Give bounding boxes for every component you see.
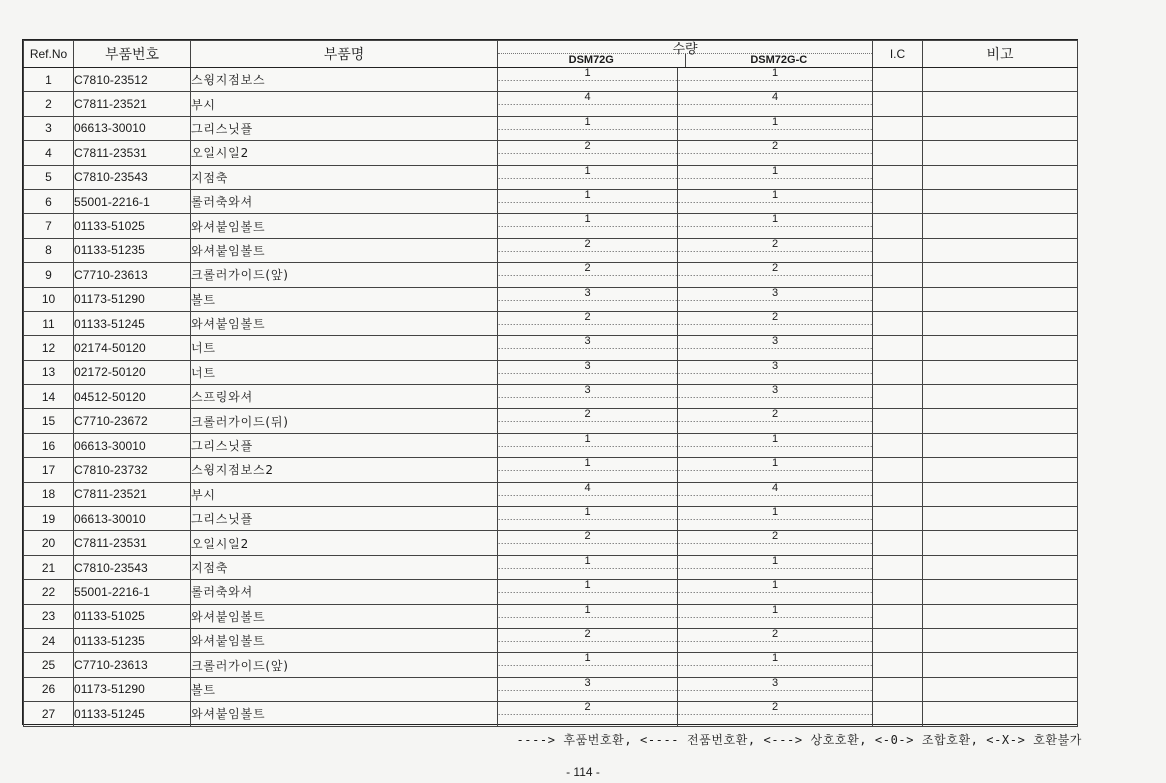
table-row bbox=[24, 92, 1078, 116]
part-number-cell: 01133-51245 bbox=[74, 702, 191, 726]
table-row bbox=[24, 263, 1078, 287]
qty-model-a-cell: 1 bbox=[498, 555, 678, 579]
ic-cell bbox=[873, 653, 923, 677]
ic-cell bbox=[873, 238, 923, 262]
ref-cell: 18 bbox=[24, 482, 74, 506]
ref-cell: 14 bbox=[24, 385, 74, 409]
table-row bbox=[24, 238, 1078, 262]
table-row bbox=[24, 189, 1078, 213]
table-row bbox=[24, 604, 1078, 628]
table-row bbox=[24, 385, 1078, 409]
part-number-cell: C7811-23521 bbox=[74, 92, 191, 116]
part-name-cell: 오일시일2 bbox=[191, 531, 498, 555]
qty-model-b-cell: 1 bbox=[678, 116, 873, 140]
qty-model-b-cell: 2 bbox=[678, 531, 873, 555]
ref-cell: 22 bbox=[24, 580, 74, 604]
header-part-name: 부품명 bbox=[191, 41, 498, 68]
part-name-cell: 부시 bbox=[191, 92, 498, 116]
part-number-cell: C7710-23613 bbox=[74, 263, 191, 287]
qty-model-a-cell: 2 bbox=[498, 238, 678, 262]
qty-model-a-cell: 2 bbox=[498, 702, 678, 726]
qty-model-b-cell: 3 bbox=[678, 385, 873, 409]
remarks-cell bbox=[923, 116, 1078, 140]
ic-cell bbox=[873, 677, 923, 701]
part-number-cell: 06613-30010 bbox=[74, 433, 191, 457]
remarks-cell bbox=[923, 702, 1078, 726]
header-model-a: DSM72G bbox=[498, 54, 686, 67]
part-number-cell: 04512-50120 bbox=[74, 385, 191, 409]
header-ic: I.C bbox=[873, 41, 923, 68]
ref-cell: 8 bbox=[24, 238, 74, 262]
table-row bbox=[24, 165, 1078, 189]
ic-cell bbox=[873, 336, 923, 360]
table-row bbox=[24, 482, 1078, 506]
part-name-cell: 그리스닛플 bbox=[191, 433, 498, 457]
ic-cell bbox=[873, 165, 923, 189]
ref-cell: 19 bbox=[24, 507, 74, 531]
part-name-cell: 그리스닛플 bbox=[191, 116, 498, 140]
ic-cell bbox=[873, 604, 923, 628]
part-number-cell: 01133-51235 bbox=[74, 628, 191, 652]
ref-cell: 1 bbox=[24, 68, 74, 92]
table-row bbox=[24, 311, 1078, 335]
qty-model-b-cell: 2 bbox=[678, 311, 873, 335]
part-name-cell: 와셔붙임볼트 bbox=[191, 214, 498, 238]
remarks-cell bbox=[923, 360, 1078, 384]
remarks-cell bbox=[923, 385, 1078, 409]
table-header-row bbox=[24, 41, 1078, 68]
remarks-cell bbox=[923, 92, 1078, 116]
qty-model-b-cell: 1 bbox=[678, 507, 873, 531]
remarks-cell bbox=[923, 263, 1078, 287]
ic-cell bbox=[873, 263, 923, 287]
remarks-cell bbox=[923, 531, 1078, 555]
ic-cell bbox=[873, 482, 923, 506]
header-remarks: 비고 bbox=[923, 41, 1078, 68]
ref-cell: 17 bbox=[24, 458, 74, 482]
qty-model-b-cell: 2 bbox=[678, 141, 873, 165]
ref-cell: 7 bbox=[24, 214, 74, 238]
ic-cell bbox=[873, 628, 923, 652]
header-model-b: DSM72G-C bbox=[750, 54, 808, 66]
qty-model-a-cell: 3 bbox=[498, 677, 678, 701]
table-row bbox=[24, 360, 1078, 384]
ic-cell bbox=[873, 702, 923, 726]
remarks-cell bbox=[923, 189, 1078, 213]
ref-cell: 27 bbox=[24, 702, 74, 726]
table-row bbox=[24, 531, 1078, 555]
part-number-cell: C7810-23732 bbox=[74, 458, 191, 482]
ic-cell bbox=[873, 458, 923, 482]
part-number-cell: C7811-23531 bbox=[74, 531, 191, 555]
table-row bbox=[24, 214, 1078, 238]
part-name-cell: 오일시일2 bbox=[191, 141, 498, 165]
table-row bbox=[24, 433, 1078, 457]
qty-model-b-cell: 1 bbox=[678, 433, 873, 457]
qty-model-b-cell: 1 bbox=[678, 458, 873, 482]
part-name-cell: 스윙지점보스 bbox=[191, 68, 498, 92]
qty-model-b-cell: 3 bbox=[678, 287, 873, 311]
ic-cell bbox=[873, 141, 923, 165]
table-row bbox=[24, 409, 1078, 433]
ic-cell bbox=[873, 531, 923, 555]
qty-model-a-cell: 1 bbox=[498, 214, 678, 238]
part-number-cell: C7810-23543 bbox=[74, 555, 191, 579]
table-row bbox=[24, 68, 1078, 92]
table-row bbox=[24, 336, 1078, 360]
part-name-cell: 와셔붙임볼트 bbox=[191, 311, 498, 335]
qty-model-b-cell: 2 bbox=[678, 628, 873, 652]
part-number-cell: 01133-51235 bbox=[74, 238, 191, 262]
qty-model-a-cell: 2 bbox=[498, 311, 678, 335]
table-row bbox=[24, 628, 1078, 652]
qty-model-b-cell: 1 bbox=[678, 580, 873, 604]
ref-cell: 2 bbox=[24, 92, 74, 116]
remarks-cell bbox=[923, 482, 1078, 506]
part-number-cell: C7811-23521 bbox=[74, 482, 191, 506]
qty-model-a-cell: 2 bbox=[498, 531, 678, 555]
parts-list-sheet bbox=[22, 39, 1078, 725]
table-row bbox=[24, 702, 1078, 726]
remarks-cell bbox=[923, 628, 1078, 652]
part-number-cell: 55001-2216-1 bbox=[74, 580, 191, 604]
part-number-cell: 01133-51025 bbox=[74, 214, 191, 238]
header-part-number: 부품번호 bbox=[74, 41, 191, 68]
qty-model-a-cell: 1 bbox=[498, 458, 678, 482]
remarks-cell bbox=[923, 165, 1078, 189]
ref-cell: 12 bbox=[24, 336, 74, 360]
qty-model-b-cell: 1 bbox=[678, 165, 873, 189]
ic-cell bbox=[873, 311, 923, 335]
qty-model-b-cell: 2 bbox=[678, 702, 873, 726]
part-number-cell: 02174-50120 bbox=[74, 336, 191, 360]
ref-cell: 5 bbox=[24, 165, 74, 189]
ref-cell: 16 bbox=[24, 433, 74, 457]
ref-cell: 15 bbox=[24, 409, 74, 433]
part-number-cell: 01173-51290 bbox=[74, 287, 191, 311]
ref-cell: 13 bbox=[24, 360, 74, 384]
ic-cell bbox=[873, 116, 923, 140]
part-number-cell: C7710-23672 bbox=[74, 409, 191, 433]
qty-model-a-cell: 2 bbox=[498, 628, 678, 652]
ref-cell: 10 bbox=[24, 287, 74, 311]
qty-model-a-cell: 2 bbox=[498, 141, 678, 165]
table-row bbox=[24, 507, 1078, 531]
remarks-cell bbox=[923, 555, 1078, 579]
qty-model-b-cell: 3 bbox=[678, 677, 873, 701]
remarks-cell bbox=[923, 653, 1078, 677]
table-row bbox=[24, 287, 1078, 311]
qty-model-b-cell: 1 bbox=[678, 604, 873, 628]
ref-cell: 26 bbox=[24, 677, 74, 701]
interchangeability-legend: ----> 후품번호환, <---- 전품번호환, <---> 상호호환, <-0-> 조합호환, <-X-> 호환불가 bbox=[516, 733, 1082, 747]
part-name-cell: 부시 bbox=[191, 482, 498, 506]
ic-cell bbox=[873, 92, 923, 116]
ic-cell bbox=[873, 68, 923, 92]
part-name-cell: 크롤러가이드(뒤) bbox=[191, 409, 498, 433]
ref-cell: 21 bbox=[24, 555, 74, 579]
ref-cell: 9 bbox=[24, 263, 74, 287]
qty-model-b-cell: 3 bbox=[678, 360, 873, 384]
remarks-cell bbox=[923, 677, 1078, 701]
header-quantity-label: 수량 bbox=[672, 42, 698, 57]
ic-cell bbox=[873, 433, 923, 457]
ic-cell bbox=[873, 580, 923, 604]
table-row bbox=[24, 580, 1078, 604]
part-number-cell: 01173-51290 bbox=[74, 677, 191, 701]
part-number-cell: 01133-51245 bbox=[74, 311, 191, 335]
part-number-cell: 06613-30010 bbox=[74, 507, 191, 531]
part-name-cell: 와셔붙임볼트 bbox=[191, 702, 498, 726]
table-row bbox=[24, 653, 1078, 677]
table-row bbox=[24, 458, 1078, 482]
part-name-cell: 스프링와셔 bbox=[191, 385, 498, 409]
qty-model-b-cell: 2 bbox=[678, 238, 873, 262]
qty-model-a-cell: 2 bbox=[498, 409, 678, 433]
ic-cell bbox=[873, 189, 923, 213]
ref-cell: 11 bbox=[24, 311, 74, 335]
qty-model-a-cell: 2 bbox=[498, 263, 678, 287]
qty-model-a-cell: 3 bbox=[498, 336, 678, 360]
table-row bbox=[24, 141, 1078, 165]
table-row bbox=[24, 555, 1078, 579]
part-name-cell: 볼트 bbox=[191, 287, 498, 311]
header-quantity bbox=[498, 41, 873, 68]
part-name-cell: 와셔붙임볼트 bbox=[191, 238, 498, 262]
header-ref-no: Ref.No bbox=[24, 41, 74, 68]
qty-model-a-cell: 1 bbox=[498, 116, 678, 140]
qty-model-b-cell: 4 bbox=[678, 92, 873, 116]
part-name-cell: 볼트 bbox=[191, 677, 498, 701]
qty-model-b-cell: 2 bbox=[678, 409, 873, 433]
qty-model-a-cell: 1 bbox=[498, 653, 678, 677]
remarks-cell bbox=[923, 68, 1078, 92]
table-row bbox=[24, 116, 1078, 140]
parts-table bbox=[23, 40, 1078, 727]
qty-model-a-cell: 1 bbox=[498, 580, 678, 604]
qty-model-a-cell: 1 bbox=[498, 165, 678, 189]
part-name-cell: 너트 bbox=[191, 360, 498, 384]
part-number-cell: C7810-23512 bbox=[74, 68, 191, 92]
ref-cell: 25 bbox=[24, 653, 74, 677]
remarks-cell bbox=[923, 336, 1078, 360]
remarks-cell bbox=[923, 238, 1078, 262]
qty-model-b-cell: 1 bbox=[678, 555, 873, 579]
qty-model-a-cell: 3 bbox=[498, 360, 678, 384]
part-name-cell: 지점축 bbox=[191, 555, 498, 579]
ic-cell bbox=[873, 287, 923, 311]
remarks-cell bbox=[923, 433, 1078, 457]
part-name-cell: 크롤러가이드(앞) bbox=[191, 263, 498, 287]
remarks-cell bbox=[923, 311, 1078, 335]
part-number-cell: 06613-30010 bbox=[74, 116, 191, 140]
ref-cell: 4 bbox=[24, 141, 74, 165]
part-number-cell: C7810-23543 bbox=[74, 165, 191, 189]
remarks-cell bbox=[923, 458, 1078, 482]
part-name-cell: 롤러축와셔 bbox=[191, 580, 498, 604]
ref-cell: 3 bbox=[24, 116, 74, 140]
qty-model-a-cell: 4 bbox=[498, 92, 678, 116]
qty-model-a-cell: 3 bbox=[498, 385, 678, 409]
part-number-cell: 01133-51025 bbox=[74, 604, 191, 628]
ic-cell bbox=[873, 214, 923, 238]
qty-model-a-cell: 1 bbox=[498, 68, 678, 92]
ref-cell: 20 bbox=[24, 531, 74, 555]
part-name-cell: 지점축 bbox=[191, 165, 498, 189]
part-number-cell: C7710-23613 bbox=[74, 653, 191, 677]
page-number: - 114 - bbox=[566, 765, 600, 779]
ref-cell: 6 bbox=[24, 189, 74, 213]
ic-cell bbox=[873, 360, 923, 384]
qty-model-b-cell: 1 bbox=[678, 653, 873, 677]
qty-model-b-cell: 1 bbox=[678, 189, 873, 213]
qty-model-a-cell: 1 bbox=[498, 507, 678, 531]
ic-cell bbox=[873, 555, 923, 579]
part-name-cell: 와셔붙임볼트 bbox=[191, 628, 498, 652]
table-row bbox=[24, 677, 1078, 701]
part-name-cell: 와셔붙임볼트 bbox=[191, 604, 498, 628]
qty-model-a-cell: 1 bbox=[498, 604, 678, 628]
part-name-cell: 크롤러가이드(앞) bbox=[191, 653, 498, 677]
ic-cell bbox=[873, 507, 923, 531]
qty-model-a-cell: 1 bbox=[498, 189, 678, 213]
remarks-cell bbox=[923, 141, 1078, 165]
remarks-cell bbox=[923, 409, 1078, 433]
remarks-cell bbox=[923, 287, 1078, 311]
remarks-cell bbox=[923, 507, 1078, 531]
qty-model-a-cell: 4 bbox=[498, 482, 678, 506]
part-number-cell: 55001-2216-1 bbox=[74, 189, 191, 213]
part-name-cell: 롤러축와셔 bbox=[191, 189, 498, 213]
part-name-cell: 그리스닛플 bbox=[191, 507, 498, 531]
part-number-cell: 02172-50120 bbox=[74, 360, 191, 384]
qty-model-b-cell: 2 bbox=[678, 263, 873, 287]
qty-model-b-cell: 3 bbox=[678, 336, 873, 360]
ic-cell bbox=[873, 385, 923, 409]
qty-model-b-cell: 1 bbox=[678, 214, 873, 238]
remarks-cell bbox=[923, 214, 1078, 238]
qty-model-b-cell: 1 bbox=[678, 68, 873, 92]
qty-model-a-cell: 3 bbox=[498, 287, 678, 311]
part-number-cell: C7811-23531 bbox=[74, 141, 191, 165]
table-body bbox=[24, 68, 1078, 727]
qty-model-a-cell: 1 bbox=[498, 433, 678, 457]
qty-model-b-cell: 4 bbox=[678, 482, 873, 506]
remarks-cell bbox=[923, 604, 1078, 628]
part-name-cell: 너트 bbox=[191, 336, 498, 360]
part-name-cell: 스윙지점보스2 bbox=[191, 458, 498, 482]
ic-cell bbox=[873, 409, 923, 433]
ref-cell: 23 bbox=[24, 604, 74, 628]
remarks-cell bbox=[923, 580, 1078, 604]
ref-cell: 24 bbox=[24, 628, 74, 652]
